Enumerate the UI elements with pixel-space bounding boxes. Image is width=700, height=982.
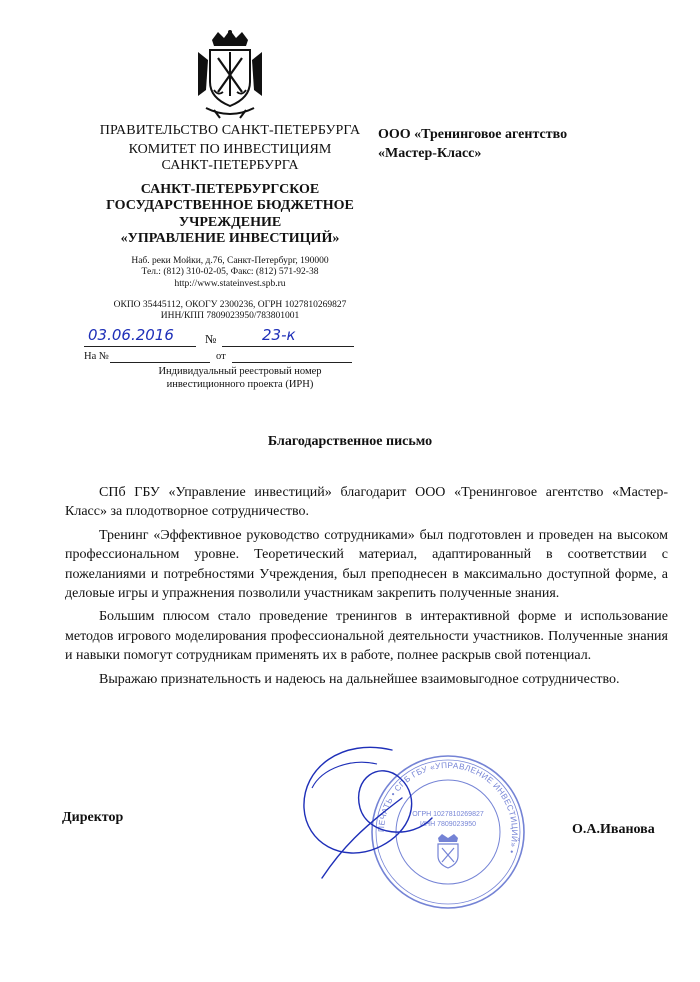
committee-line: САНКТ-ПЕТЕРБУРГА bbox=[161, 158, 299, 174]
codes-line: ОКПО 35445112, ОКОГУ 2300236, ОГРН 1027810269827 bbox=[113, 300, 347, 310]
recipient-line: ООО «Тренинговое агентство bbox=[378, 127, 568, 142]
registry-note-line: Индивидуальный реестровый номер bbox=[158, 366, 322, 377]
reference-label: На № bbox=[84, 351, 109, 362]
sender-address bbox=[70, 256, 390, 290]
committee-line: КОМИТЕТ ПО ИНВЕСТИЦИЯМ bbox=[128, 142, 332, 157]
registry-note bbox=[135, 365, 345, 391]
recipient-line: «Мастер-Класс» bbox=[378, 145, 482, 161]
letter-body bbox=[65, 483, 668, 693]
signatory-role: Директор bbox=[62, 810, 124, 825]
paragraph: Выражаю признательность и надеюсь на дальнейшее взаимовыгодное сотрудничество. bbox=[99, 671, 620, 687]
stamp-center-text: ИНН 7809023950 bbox=[419, 821, 477, 828]
from-label: от bbox=[216, 351, 226, 362]
paragraph: Тренинг «Эффективное руководство сотрудниками» был подготовлен и проведен на высоком профессиональном уровне. Теоретический материал, адаптированный в соответствии с пожеланиями и потребностями Учреждения, был преподнесен в максимально доступной форме, а деловые игры и упражнения позволили участникам закрепить полученные знания. bbox=[65, 527, 668, 602]
sender-codes bbox=[70, 300, 390, 323]
letter-title: Благодарственное письмо bbox=[267, 434, 433, 449]
coat-of-arms-icon bbox=[190, 30, 270, 120]
signatory-name: О.А.Иванова bbox=[572, 822, 655, 837]
paragraph: СПб ГБУ «Управление инвестиций» благодарит ООО «Тренинговое агентство «Мастер-Класс» за плодотворное сотрудничество. bbox=[65, 485, 668, 520]
stamp-ring-text: ПЕЧАТЬ • СПБ ГБУ «УПРАВЛЕНИЕ ИНВЕСТИЦИЙ» • bbox=[376, 760, 520, 855]
outgoing-date: 03.06.2016 bbox=[88, 326, 174, 344]
address-line: Наб. реки Мойки, д.76, Санкт-Петербург, 190000 bbox=[131, 256, 329, 266]
handwritten-signature bbox=[282, 728, 472, 888]
committee-heading bbox=[70, 142, 390, 174]
organization-line: ГОСУДАРСТВЕННОЕ БЮДЖЕТНОЕ bbox=[106, 198, 354, 214]
recipient bbox=[378, 126, 567, 164]
number-label: № bbox=[205, 332, 217, 346]
codes-line: ИНН/КПП 7809023950/783801001 bbox=[160, 311, 300, 322]
government-heading: ПРАВИТЕЛЬСТВО САНКТ-ПЕТЕРБУРГА bbox=[99, 123, 361, 138]
organization-line: УЧРЕЖДЕНИЕ bbox=[178, 214, 282, 230]
registry-note-line: инвестиционного проекта (ИРН) bbox=[166, 379, 314, 391]
from-underline bbox=[232, 362, 352, 363]
outgoing-number: 23-к bbox=[262, 326, 296, 344]
stamp-center-text: ОГРН 1027810269827 bbox=[412, 811, 484, 818]
website-link[interactable]: http://www.stateinvest.spb.ru bbox=[174, 278, 286, 289]
number-underline bbox=[222, 346, 354, 347]
paragraph: Большим плюсом стало проведение тренингов в интерактивной форме и использование методов игрового моделирования профессиональной деятельности участников. Полученные знания и навыки помогут сотрудникам применять их в работе, полнее раскрыв свой потенциал. bbox=[65, 609, 668, 664]
date-underline bbox=[84, 346, 196, 347]
organization-line: САНКТ-ПЕТЕРБУРГСКОЕ bbox=[140, 182, 320, 197]
reference-underline bbox=[110, 362, 210, 363]
organization-heading bbox=[70, 182, 390, 248]
organization-line: «УПРАВЛЕНИЕ ИНВЕСТИЦИЙ» bbox=[120, 231, 340, 247]
phone-line: Тел.: (812) 310-02-05, Факс: (812) 571-92-38 bbox=[141, 267, 319, 278]
